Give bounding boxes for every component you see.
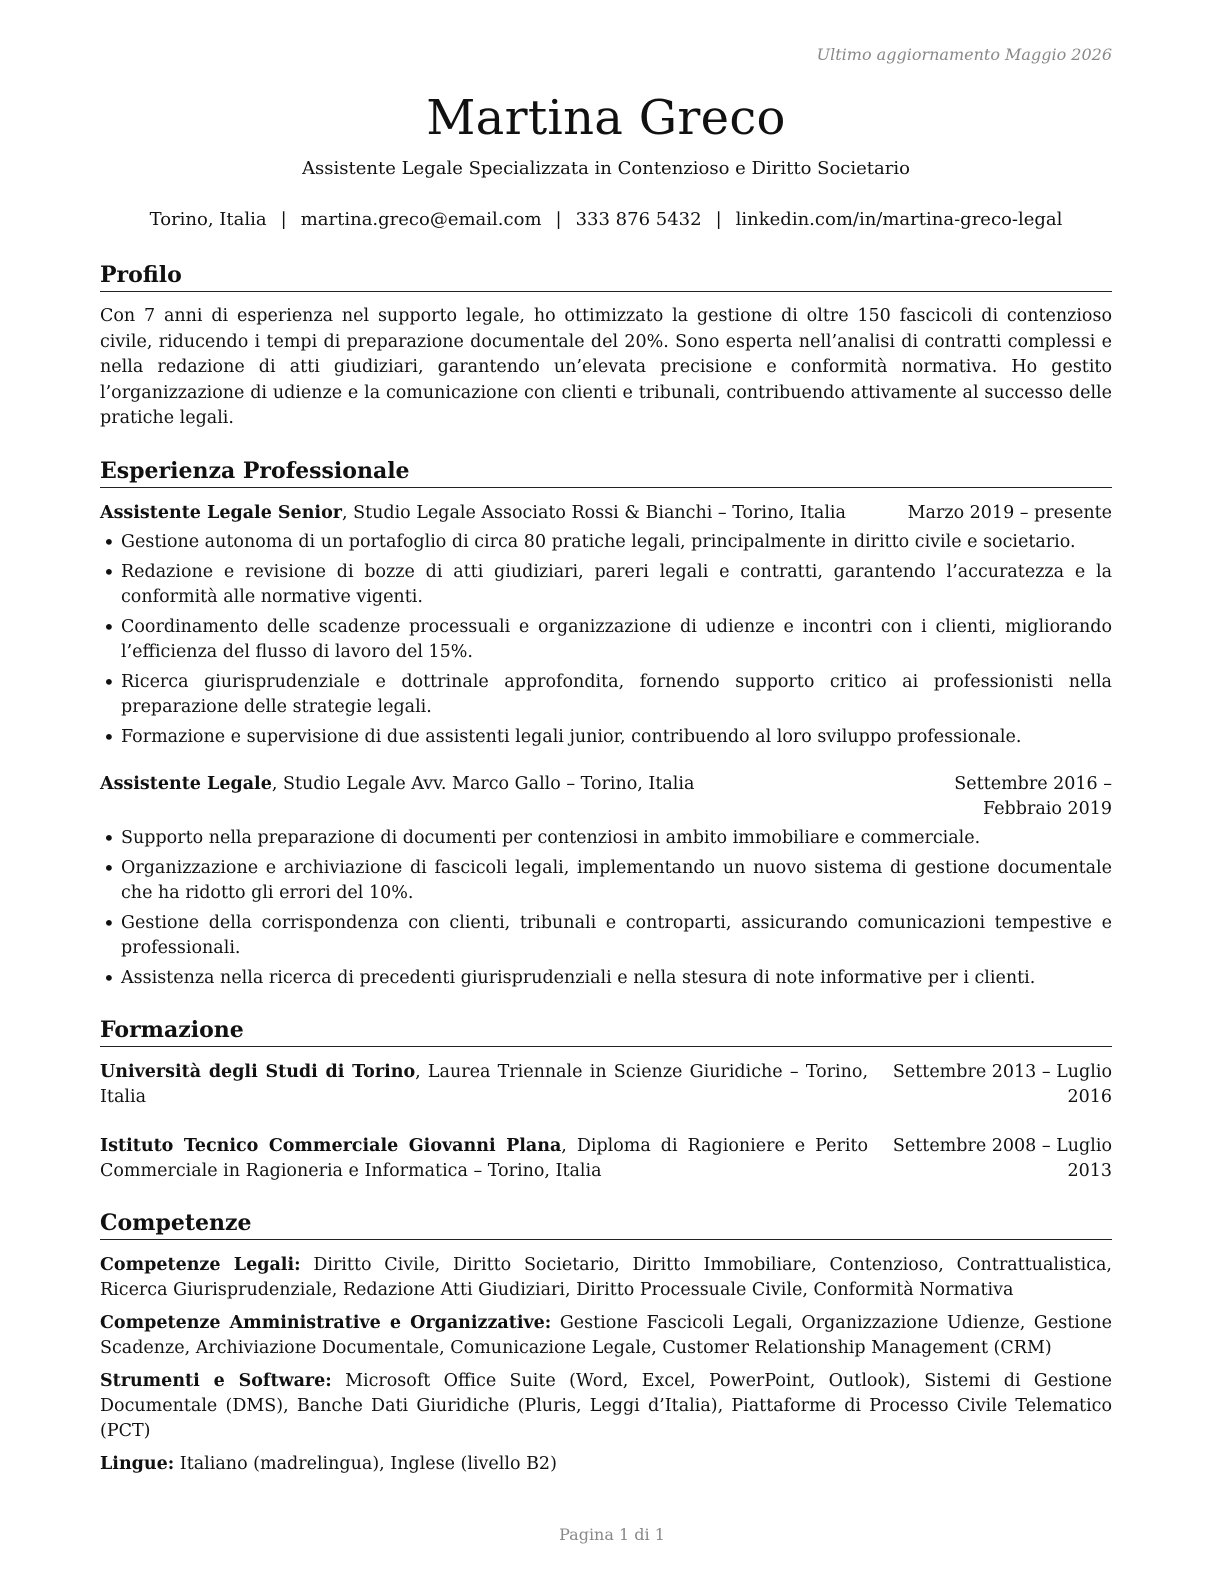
education-dates: Settembre 2013 – Luglio 2016 xyxy=(892,1061,1112,1107)
skill-label: Competenze Legali: xyxy=(100,1254,301,1275)
job-dates: Marzo 2019 – presente xyxy=(907,502,1112,523)
contact-email[interactable]: martina.greco@email.com xyxy=(300,209,542,230)
list-item: • Ricerca giurisprudenziale e dottrinale approfondita, fornendo supporto critico ai professionisti nella preparazione delle strategie legali. xyxy=(100,670,1112,720)
job-company: , Studio Legale Associato Rossi & Bianchi – Torino, Italia xyxy=(341,502,846,523)
skill-group xyxy=(100,1452,1112,1477)
job-role: Assistente Legale Senior xyxy=(100,502,342,523)
page-number: Pagina 1 di 1 xyxy=(559,1525,665,1544)
list-item: • Organizzazione e archiviazione di fascicoli legali, implementando un nuovo sistema di gestione documentale che ha ridotto gli errori del 10%. xyxy=(100,856,1112,906)
skill-label: Strumenti e Software: xyxy=(100,1370,332,1391)
education-entry xyxy=(100,1060,1112,1110)
education-school: Università degli Studi di Torino xyxy=(100,1061,416,1082)
section-title-profile: Profilo xyxy=(100,260,1112,292)
candidate-title: Assistente Legale Specializzata in Contenzioso e Diritto Societario xyxy=(302,158,910,179)
education-school: Istituto Tecnico Commerciale Giovanni Plana xyxy=(100,1135,562,1156)
skill-text: Diritto Civile, Diritto Societario, Diritto Immobiliare, Contenzioso, Contrattualistica, Ricerca Giurisprudenziale, Redazione Atti Giudiziari, Diritto Processuale Civile, Conformità Normativa xyxy=(100,1254,1112,1300)
skill-group xyxy=(100,1311,1112,1361)
skill-label: Competenze Amministrative e Organizzative: xyxy=(100,1312,552,1333)
contact-separator: | xyxy=(555,209,562,230)
profile-text: Con 7 anni di esperienza nel supporto legale, ho ottimizzato la gestione di oltre 150 fascicoli di contenzioso civile, riducendo i tempi di preparazione documentale del 20%. Sono esperta nell’analisi di contratti complessi e nella redazione di atti giudiziari, garantendo un’elevata precisione e conformità normativa. Ho gestito l’organizzazione di udienze e la comunicazione con clienti e tribunali, contribuendo attivamente al successo delle pratiche legali. xyxy=(100,306,1112,428)
list-item: • Formazione e supervisione di due assistenti legali junior, contribuendo al loro sviluppo professionale. xyxy=(100,725,1112,750)
education-dates: Settembre 2008 – Luglio 2013 xyxy=(892,1135,1112,1181)
job-dates: Settembre 2016 – Febbraio 2019 xyxy=(954,773,1112,819)
job-entry xyxy=(100,501,1112,750)
job-entry xyxy=(100,772,1112,991)
list-item: • Assistenza nella ricerca di precedenti giurisprudenziali e nella stesura di note informative per i clienti. xyxy=(100,966,1112,991)
job-bullets xyxy=(100,826,1112,991)
contact-phone: 333 876 5432 xyxy=(575,209,702,230)
skill-text: Gestione Fascicoli Legali, Organizzazione Udienze, Gestione Scadenze, Archiviazione Documentale, Comunicazione Legale, Customer Relationship Management (CRM) xyxy=(100,1312,1112,1358)
list-item: • Coordinamento delle scadenze processuali e organizzazione di udienze e incontri con i clienti, migliorando l’efficienza del flusso di lavoro del 15%. xyxy=(100,615,1112,665)
last-updated: Ultimo aggiornamento Maggio 2026 xyxy=(816,45,1112,64)
job-header xyxy=(100,772,1112,822)
education-entry xyxy=(100,1134,1112,1184)
contact-separator: | xyxy=(715,209,722,230)
list-item: • Gestione della corrispondenza con clienti, tribunali e controparti, assicurando comunicazioni tempestive e professionali. xyxy=(100,911,1112,961)
skill-text: Italiano (madrelingua), Inglese (livello B2) xyxy=(174,1453,557,1474)
list-item: • Gestione autonoma di un portafoglio di circa 80 pratiche legali, principalmente in diritto civile e societario. xyxy=(100,530,1112,555)
contact-separator: | xyxy=(280,209,287,230)
skill-group xyxy=(100,1369,1112,1444)
section-title-experience: Esperienza Professionale xyxy=(100,456,1112,488)
education-detail: , Laurea Triennale in Scienze Giuridiche – Torino, Italia xyxy=(100,1061,869,1107)
skill-group xyxy=(100,1253,1112,1303)
job-bullets xyxy=(100,530,1112,750)
candidate-name: Martina Greco xyxy=(426,90,786,146)
job-header xyxy=(100,501,1112,526)
list-item: • Supporto nella preparazione di documenti per contenziosi in ambito immobiliare e commerciale. xyxy=(100,826,1112,851)
contact-location: Torino, Italia xyxy=(149,209,267,230)
contact-linkedin[interactable]: linkedin.com/in/martina-greco-legal xyxy=(735,209,1063,230)
skill-text: Microsoft Office Suite (Word, Excel, PowerPoint, Outlook), Sistemi di Gestione Documentale (DMS), Banche Dati Giuridiche (Pluris, Leggi d’Italia), Piattaforme di Processo Civile Telematico (PCT) xyxy=(100,1370,1113,1441)
section-title-education: Formazione xyxy=(100,1015,1112,1047)
list-item: • Redazione e revisione di bozze di atti giudiziari, pareri legali e contratti, garantendo l’accuratezza e la conformità alle normative vigenti. xyxy=(100,560,1112,610)
contact-line xyxy=(100,207,1112,233)
education-detail: , Diploma di Ragioniere e Perito Commerciale in Ragioneria e Informatica – Torino, Italia xyxy=(100,1135,868,1181)
job-company: , Studio Legale Avv. Marco Gallo – Torino, Italia xyxy=(271,773,695,794)
section-title-skills: Competenze xyxy=(100,1208,1112,1240)
job-role: Assistente Legale xyxy=(100,773,272,794)
skill-label: Lingue: xyxy=(100,1453,175,1474)
